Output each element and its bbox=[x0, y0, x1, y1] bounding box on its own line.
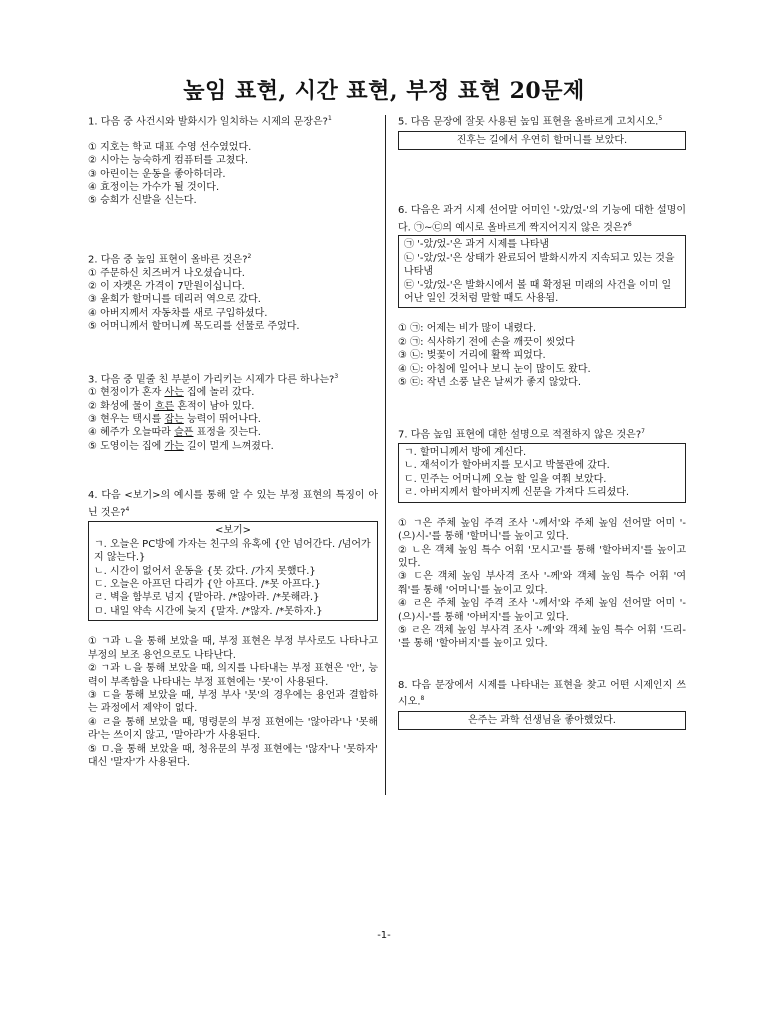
option: ③ 윤희가 할머니를 데리러 역으로 갔다. bbox=[88, 294, 261, 306]
question-number: 1. bbox=[88, 116, 98, 128]
sentence-box: 진후는 길에서 우연히 할머니를 보았다. bbox=[398, 131, 686, 150]
option: ③ 아린이는 운동을 좋아하더라. bbox=[88, 168, 226, 180]
box-line: ㄴ. 시간이 없어서 운동을 {못 갔다. /가지 못했다.} bbox=[94, 565, 316, 577]
column-divider bbox=[385, 115, 386, 795]
question-text: 다음은 과거 시제 선어말 어미인 '-았/었-'의 기능에 대한 설명이다. ㉠~㉢의 예시로 올바르게 짝지어지지 않은 것은? bbox=[398, 205, 686, 233]
option: ③ ㉡: 벚꽃이 거리에 활짝 피었다. bbox=[398, 350, 546, 362]
question-text: 다음 높임 표현에 대한 설명으로 적절하지 않은 것은? bbox=[410, 429, 642, 441]
underlined-word: 가는 bbox=[164, 440, 184, 452]
box-title: <보기> bbox=[214, 525, 252, 537]
option: ① 현정이가 혼자 사는 집에 놀러 갔다. bbox=[88, 387, 255, 399]
question-4 bbox=[88, 489, 378, 769]
box-line: ㉠ '-았/었-'은 과거 시제를 나타냄 bbox=[404, 239, 550, 251]
option: ① 지호는 학교 대표 수영 선수였었다. bbox=[88, 141, 252, 153]
example-box bbox=[88, 521, 378, 621]
box-line: ㄹ. 벽을 함부로 넘지 {말아라. /*않아라. /*못해라.} bbox=[94, 592, 320, 604]
option: ② 화성에 물이 흐른 흔적이 남아 있다. bbox=[88, 400, 255, 412]
question-5 bbox=[398, 112, 686, 150]
footnote-mark: 2 bbox=[247, 252, 252, 260]
option: ② 이 자켓은 가격이 7만원이십니다. bbox=[88, 280, 245, 292]
question-number: 7. bbox=[398, 429, 408, 441]
option: ⑤ ㉢: 작년 소풍 날은 날씨가 좋지 않았다. bbox=[398, 376, 582, 388]
box-line: ㉢ '-았/었-'은 발화시에서 볼 때 확정된 미래의 사건을 이미 일어난 일인 것처럼 말할 때도 사용됨. bbox=[404, 279, 672, 304]
box-line: ㄷ. 오늘은 아프던 다리가 {안 아프다. /*못 아프다.} bbox=[94, 579, 321, 591]
option: ⑤ 어머니께서 할머니께 목도리를 선물로 주었다. bbox=[88, 321, 300, 333]
question-text: 다음 <보기>의 예시를 통해 알 수 있는 부정 표현의 특징이 아닌 것은? bbox=[88, 490, 378, 519]
option: ④ ㄹ을 통해 보았을 때, 명령문의 부정 표현에는 '않아라'나 '못해라'는 쓰이지 않고, '말아라'가 사용된다. bbox=[88, 716, 378, 742]
option: ⑤ 도영이는 집에 가는 길이 멀게 느껴졌다. bbox=[88, 440, 274, 452]
option: ② ㄴ은 객체 높임 특수 어휘 '모시고'를 통해 '할아버지'를 높이고 있다. bbox=[398, 544, 686, 569]
question-number: 4. bbox=[88, 490, 98, 502]
question-text: 다음 중 사건시와 발화시가 일치하는 시제의 문장은? bbox=[100, 116, 328, 128]
underlined-word: 흐른 bbox=[154, 400, 175, 412]
question-number: 3. bbox=[88, 373, 98, 385]
underlined-word: 잡는 bbox=[164, 414, 184, 426]
option: ① ㄱ과 ㄴ을 통해 보았을 때, 부정 표현은 부정 부사로도 나타나고 부정의 보조 용언으로도 나타난다. bbox=[88, 636, 378, 661]
option: ③ ㄷ을 통해 보았을 때, 부정 부사 '못'의 경우에는 용언과 결합하는 과정에서 제약이 없다. bbox=[88, 689, 378, 715]
question-text: 다음 문장에 잘못 사용된 높임 표현을 올바르게 고치시오. bbox=[410, 116, 659, 128]
question-8 bbox=[398, 679, 686, 731]
question-text: 다음 문장에서 시제를 나타내는 표현을 찾고 어떤 시제인지 쓰시오. bbox=[398, 679, 686, 708]
question-1 bbox=[88, 112, 378, 208]
option: ① ㉠: 어제는 비가 많이 내렸다. bbox=[398, 323, 537, 335]
option: ⑤ ㅁ.을 통해 보았을 때, 청유문의 부정 표현에는 '않자'나 '못하자' 대신 '말자'가 사용된다. bbox=[88, 743, 378, 768]
footnote-mark: 5 bbox=[658, 115, 663, 122]
box-line: ㄱ. 할머니께서 방에 계신다. bbox=[404, 447, 527, 459]
option: ④ 혜주가 오늘따라 슬픈 표정을 짓는다. bbox=[88, 427, 261, 439]
box-line: ㄴ. 재석이가 할아버지를 모시고 박물관에 갔다. bbox=[404, 460, 610, 472]
footnote-mark: 8 bbox=[420, 695, 425, 703]
footnote-mark: 6 bbox=[627, 220, 632, 228]
page-title: 높임 표현, 시간 표현, 부정 표현 20문제 bbox=[183, 78, 585, 104]
option: ④ 아버지께서 자동차를 새로 구입하셨다. bbox=[88, 307, 268, 319]
box-line: ㉡ '-았/었-'은 상태가 완료되어 발화시까지 지속되고 있는 것을 나타냄 bbox=[404, 252, 675, 278]
option: ④ ㉡: 아침에 일어나 보니 눈이 많이도 왔다. bbox=[398, 363, 591, 375]
option: ④ ㄹ은 주체 높임 주격 조사 '-께서'와 주체 높임 선어말 어미 '-(으)시-'를 통해 '아버지'를 높이고 있다. bbox=[398, 598, 686, 623]
footnote-mark: 1 bbox=[327, 115, 332, 122]
option: ① ㄱ은 주체 높임 주격 조사 '-께서'와 주체 높임 선어말 어미 '-(으)시-'를 통해 '할머니'를 높이고 있다. bbox=[398, 517, 686, 543]
option: ③ ㄷ은 객체 높임 부사격 조사 '-께'와 객체 높임 특수 어휘 '여쭤'를 통해 '어머니'를 높이고 있다. bbox=[398, 571, 686, 596]
question-number: 8. bbox=[398, 679, 408, 691]
option: ⑤ 승희가 신발을 신는다. bbox=[88, 195, 197, 207]
question-6 bbox=[398, 204, 686, 389]
option: ④ 효정이는 가수가 될 것이다. bbox=[88, 181, 220, 193]
box-line: ㄱ. 오늘은 PC방에 가자는 친구의 유혹에 {안 넘어간다. /넘어가지 않는다.} bbox=[94, 538, 371, 564]
question-number: 5. bbox=[398, 116, 408, 128]
option: ① 주문하신 치즈버거 나오셨습니다. bbox=[88, 267, 245, 279]
option: ② 시아는 능숙하게 컴퓨터를 고쳤다. bbox=[88, 155, 249, 167]
page-number: -1- bbox=[377, 930, 391, 941]
explanation-box bbox=[398, 235, 686, 308]
box-line: ㅁ. 내일 약속 시간에 늦지 {말자. /*않자. /*못하자.} bbox=[94, 605, 323, 617]
question-text: 다음 중 높임 표현이 올바른 것은? bbox=[100, 254, 248, 266]
option: ⑤ ㄹ은 객체 높임 부사격 조사 '-께'와 객체 높임 특수 어휘 '드리-'를 통해 '할아버지'를 높이고 있다. bbox=[398, 624, 686, 650]
option: ② ㉠: 식사하기 전에 손을 깨끗이 씻었다 bbox=[398, 336, 575, 348]
box-line: ㄹ. 아버지께서 할아버지께 신문을 가져다 드리셨다. bbox=[404, 487, 630, 499]
right-column bbox=[398, 112, 686, 730]
example-box bbox=[398, 443, 686, 503]
footnote-mark: 4 bbox=[125, 505, 130, 513]
footnote-mark: 3 bbox=[334, 372, 339, 380]
option: ② ㄱ과 ㄴ을 통해 보았을 때, 의지를 나타내는 부정 표현은 '안', 능력이 부족함을 나타내는 부정 표현에는 '못'이 사용된다. bbox=[88, 663, 378, 688]
question-number: 2. bbox=[88, 254, 98, 266]
question-text: 다음 중 밑줄 친 부분이 가리키는 시제가 다른 하나는? bbox=[100, 373, 335, 385]
question-7 bbox=[398, 425, 686, 650]
left-column bbox=[88, 112, 378, 769]
footnote-mark: 7 bbox=[641, 428, 645, 436]
question-number: 6. bbox=[398, 205, 408, 217]
question-2 bbox=[88, 250, 378, 334]
question-3 bbox=[88, 370, 378, 454]
box-line: ㄷ. 민주는 어머니께 오늘 할 일을 여쭤 보았다. bbox=[404, 473, 607, 485]
option: ③ 현우는 택시를 잡는 능력이 뛰어나다. bbox=[88, 414, 261, 426]
underlined-word: 사는 bbox=[164, 387, 184, 399]
sentence-box: 은주는 과학 선생님을 좋아했었다. bbox=[398, 711, 686, 730]
underlined-word: 슬픈 bbox=[174, 427, 194, 439]
